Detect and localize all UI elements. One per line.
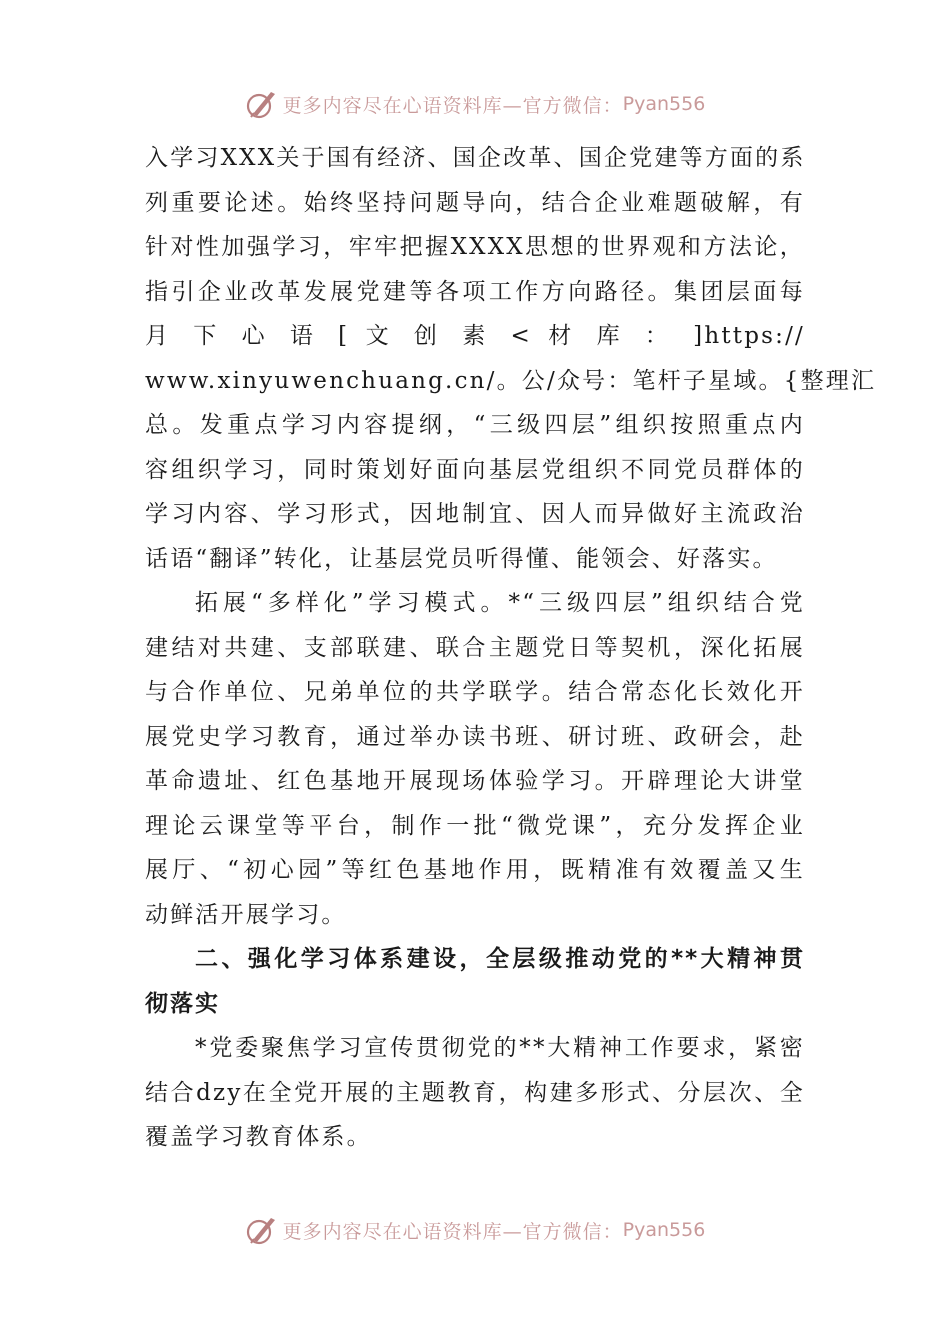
- text-line: 总。发重点学习内容提纲，“三级四层”组织按照重点内: [145, 412, 805, 438]
- text-line: *党委聚焦学习宣传贯彻党的**大精神工作要求，紧密: [195, 1035, 805, 1061]
- watermark-text: 更多内容尽在心语资料库—官方微信：: [282, 94, 623, 117]
- heading-line: 二、强化学习体系建设，全层级推动党的**大精神贯: [195, 946, 805, 972]
- text-line: 话语“翻译”转化，让基层党员听得懂、能领会、好落实。: [145, 545, 778, 572]
- text-line: 与合作单位、兄弟单位的共学联学。结合常态化长效化开: [145, 679, 805, 705]
- text-line: 入学习XXX关于国有经济、国企改革、国企党建等方面的系: [145, 145, 806, 171]
- text-line: www.xinyuwenchuang.cn/。公/众号：笔杆子星域。{整理汇: [145, 367, 877, 394]
- text-line: 建结对共建、支部联建、联合主题党日等契机，深化拓展: [145, 634, 805, 661]
- text-line: 动鲜活开展学习。: [145, 901, 347, 928]
- text-line: 拓展“多样化”学习模式。*“三级四层”组织结合党: [195, 590, 805, 616]
- text-line: 展党史学习教育，通过举办读书班、研讨班、政研会，赴: [145, 723, 805, 750]
- quill-pen-logo-icon: [245, 87, 279, 121]
- text-line: 列重要论述。始终坚持问题导向，结合企业难题破解，有: [145, 189, 805, 216]
- quill-pen-logo-icon: [245, 1213, 279, 1247]
- heading-line: 彻落实: [145, 990, 220, 1017]
- watermark-header: [0, 84, 950, 124]
- text-line: 展厅、“初心园”等红色基地作用，既精准有效覆盖又生: [145, 857, 805, 883]
- section-heading: [145, 937, 805, 1026]
- text-line: 针对性加强学习，牢牢把握XXXX思想的世界观和方法论，: [145, 234, 805, 260]
- watermark-wechat-id: Pyan556: [622, 93, 706, 115]
- text-line: 理论云课堂等平台，制作一批“微党课”，充分发挥企业: [145, 812, 805, 839]
- text-line: 指引企业改革发展党建等各项工作方向路径。集团层面每: [145, 278, 805, 305]
- text-line: 容组织学习，同时策划好面向基层党组织不同党员群体的: [145, 456, 805, 483]
- text-line: 革命遗址、红色基地开展现场体验学习。开辟理论大讲堂: [145, 768, 805, 794]
- paragraph-learning-modes: [145, 581, 805, 937]
- text-line: 月 下 心 语 [ 文 创 素 < 材 库 ： ]https://: [145, 323, 805, 349]
- document-body: [145, 136, 877, 1160]
- text-line: 学习内容、学习形式，因地制宜、因人而异做好主流政治: [145, 501, 805, 527]
- text-line: 覆盖学习教育体系。: [145, 1124, 372, 1150]
- text-line: 结合dzy在全党开展的主题教育，构建多形式、分层次、全: [145, 1079, 805, 1106]
- paragraph-study-content: [145, 136, 877, 581]
- paragraph-study-system: [145, 1026, 805, 1160]
- watermark-footer: [0, 1210, 950, 1250]
- watermark-text: 更多内容尽在心语资料库—官方微信：: [282, 1220, 623, 1243]
- watermark-wechat-id: Pyan556: [622, 1219, 706, 1241]
